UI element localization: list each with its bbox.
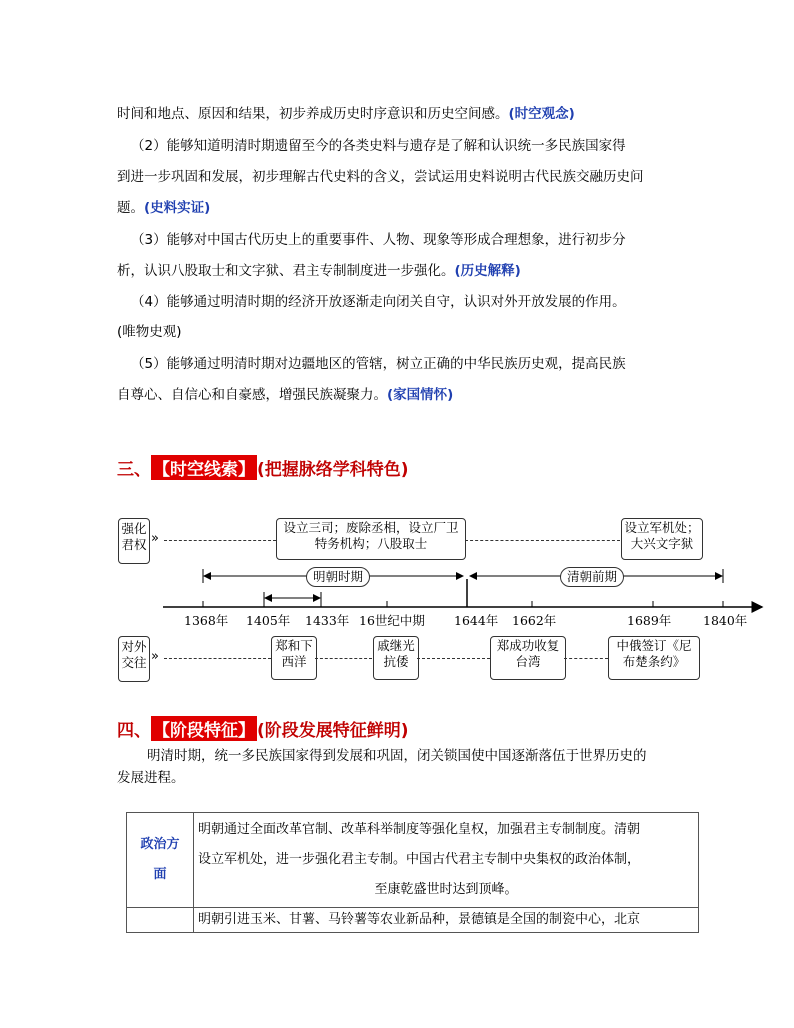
row-header-politics: 政治方面 [127, 813, 194, 908]
tick-label: 1689年 [627, 613, 672, 628]
period-ming: 明朝时期 [306, 567, 370, 587]
objective-2-line-3: 题。(史料实证) [117, 200, 211, 216]
objective-4-line-1: （4）能够通过明清时期的经济开放逐渐走向闭关自守，认识对外开放发展的作用。 [131, 294, 626, 310]
tag-interpretation: (历史解释) [454, 263, 521, 279]
dashed-connector [164, 658, 271, 659]
intro-line-1: 明清时期，统一多民族国家得到发展和巩固，闭关锁国使中国逐渐落伍于世界历史的 [147, 748, 647, 764]
bottom-box-nerchinsk: 中俄签订《尼布楚条约》 [608, 636, 700, 680]
tick-label: 1840年 [703, 613, 748, 628]
intro-line-2: 发展进程。 [117, 770, 185, 786]
period-qing: 清朝前期 [560, 567, 624, 587]
objective-3-line-1: （3）能够对中国古代历史上的重要事件、人物、现象等形成合理想象，进行初步分 [131, 232, 626, 248]
objective-2-line-2: 到进一步巩固和发展，初步理解古代史料的含义，尝试运用史料说明古代民族交融历史问 [117, 169, 644, 185]
dashed-connector [164, 540, 276, 541]
section-3-tag: 【时空线索】 [151, 455, 257, 480]
row-label-top: 强化君权 [118, 518, 150, 564]
section-4-heading: 四、 【阶段特征】 (阶段发展特征鲜明) [117, 716, 409, 741]
tick-label: 16世纪中期 [359, 613, 425, 628]
dashed-connector [564, 658, 608, 659]
objective-2-line-1: （2）能够知道明清时期遗留至今的各类史料与遗存是了解和认识统一多民族国家得 [131, 138, 626, 154]
top-box-qing: 设立军机处；大兴文字狱 [621, 518, 703, 560]
chevron-right-icon: » [151, 649, 159, 664]
row-label-bottom: 对外交往 [118, 636, 150, 682]
objective-text: 时间和地点、原因和结果，初步养成历史时序意识和历史空间感。(时空观念) [117, 106, 575, 122]
tick-label: 1433年 [305, 613, 350, 628]
table-row [127, 813, 699, 908]
row-header-empty [127, 908, 194, 933]
tag-spacetime: (时空观念) [508, 106, 575, 122]
section-3-heading: 三、 【时空线索】 (把握脉络学科特色) [117, 455, 409, 480]
dashed-connector [315, 658, 372, 659]
tag-evidence: (史料实证) [144, 200, 211, 216]
tick-label: 1368年 [184, 613, 229, 628]
stage-features-table [126, 812, 699, 933]
bottom-box-zhenghe: 郑和下西洋 [271, 636, 317, 680]
section-4-tag: 【阶段特征】 [151, 716, 257, 741]
bottom-box-zhengchenggong: 郑成功收复台湾 [490, 636, 566, 680]
top-box-ming: 设立三司；废除丞相，设立厂卫特务机构；八股取士 [276, 518, 466, 560]
dashed-connector [465, 540, 620, 541]
objective-5-line-2: 自尊心、自信心和自豪感，增强民族凝聚力。(家国情怀) [117, 387, 454, 403]
objective-3-line-2: 析，认识八股取士和文字狱、君主专制制度进一步强化。(历史解释) [117, 263, 521, 279]
bottom-box-qijiguang: 戚继光抗倭 [373, 636, 419, 680]
chevron-right-icon: » [151, 531, 159, 546]
tick-label: 1405年 [246, 613, 291, 628]
row-body-politics: 明朝通过全面改革官制、改革科举制度等强化皇权，加强君主专制制度。清朝 设立军机处，进一步强化君主专制。中国古代君主专制中央集权的政治体制， 至康乾盛世时达到顶峰。 [194, 813, 699, 908]
dashed-connector [417, 658, 490, 659]
tick-label: 1644年 [454, 613, 499, 628]
tag-patriotism: (家国情怀) [387, 387, 454, 403]
objective-4-line-2: (唯物史观) [117, 324, 182, 340]
table-row [127, 908, 699, 933]
tick-label: 1662年 [512, 613, 557, 628]
row-body-economy: 明朝引进玉米、甘薯、马铃薯等农业新品种，景德镇是全国的制瓷中心，北京 [194, 908, 699, 933]
objective-5-line-1: （5）能够通过明清时期对边疆地区的管辖，树立正确的中华民族历史观，提高民族 [131, 356, 626, 372]
